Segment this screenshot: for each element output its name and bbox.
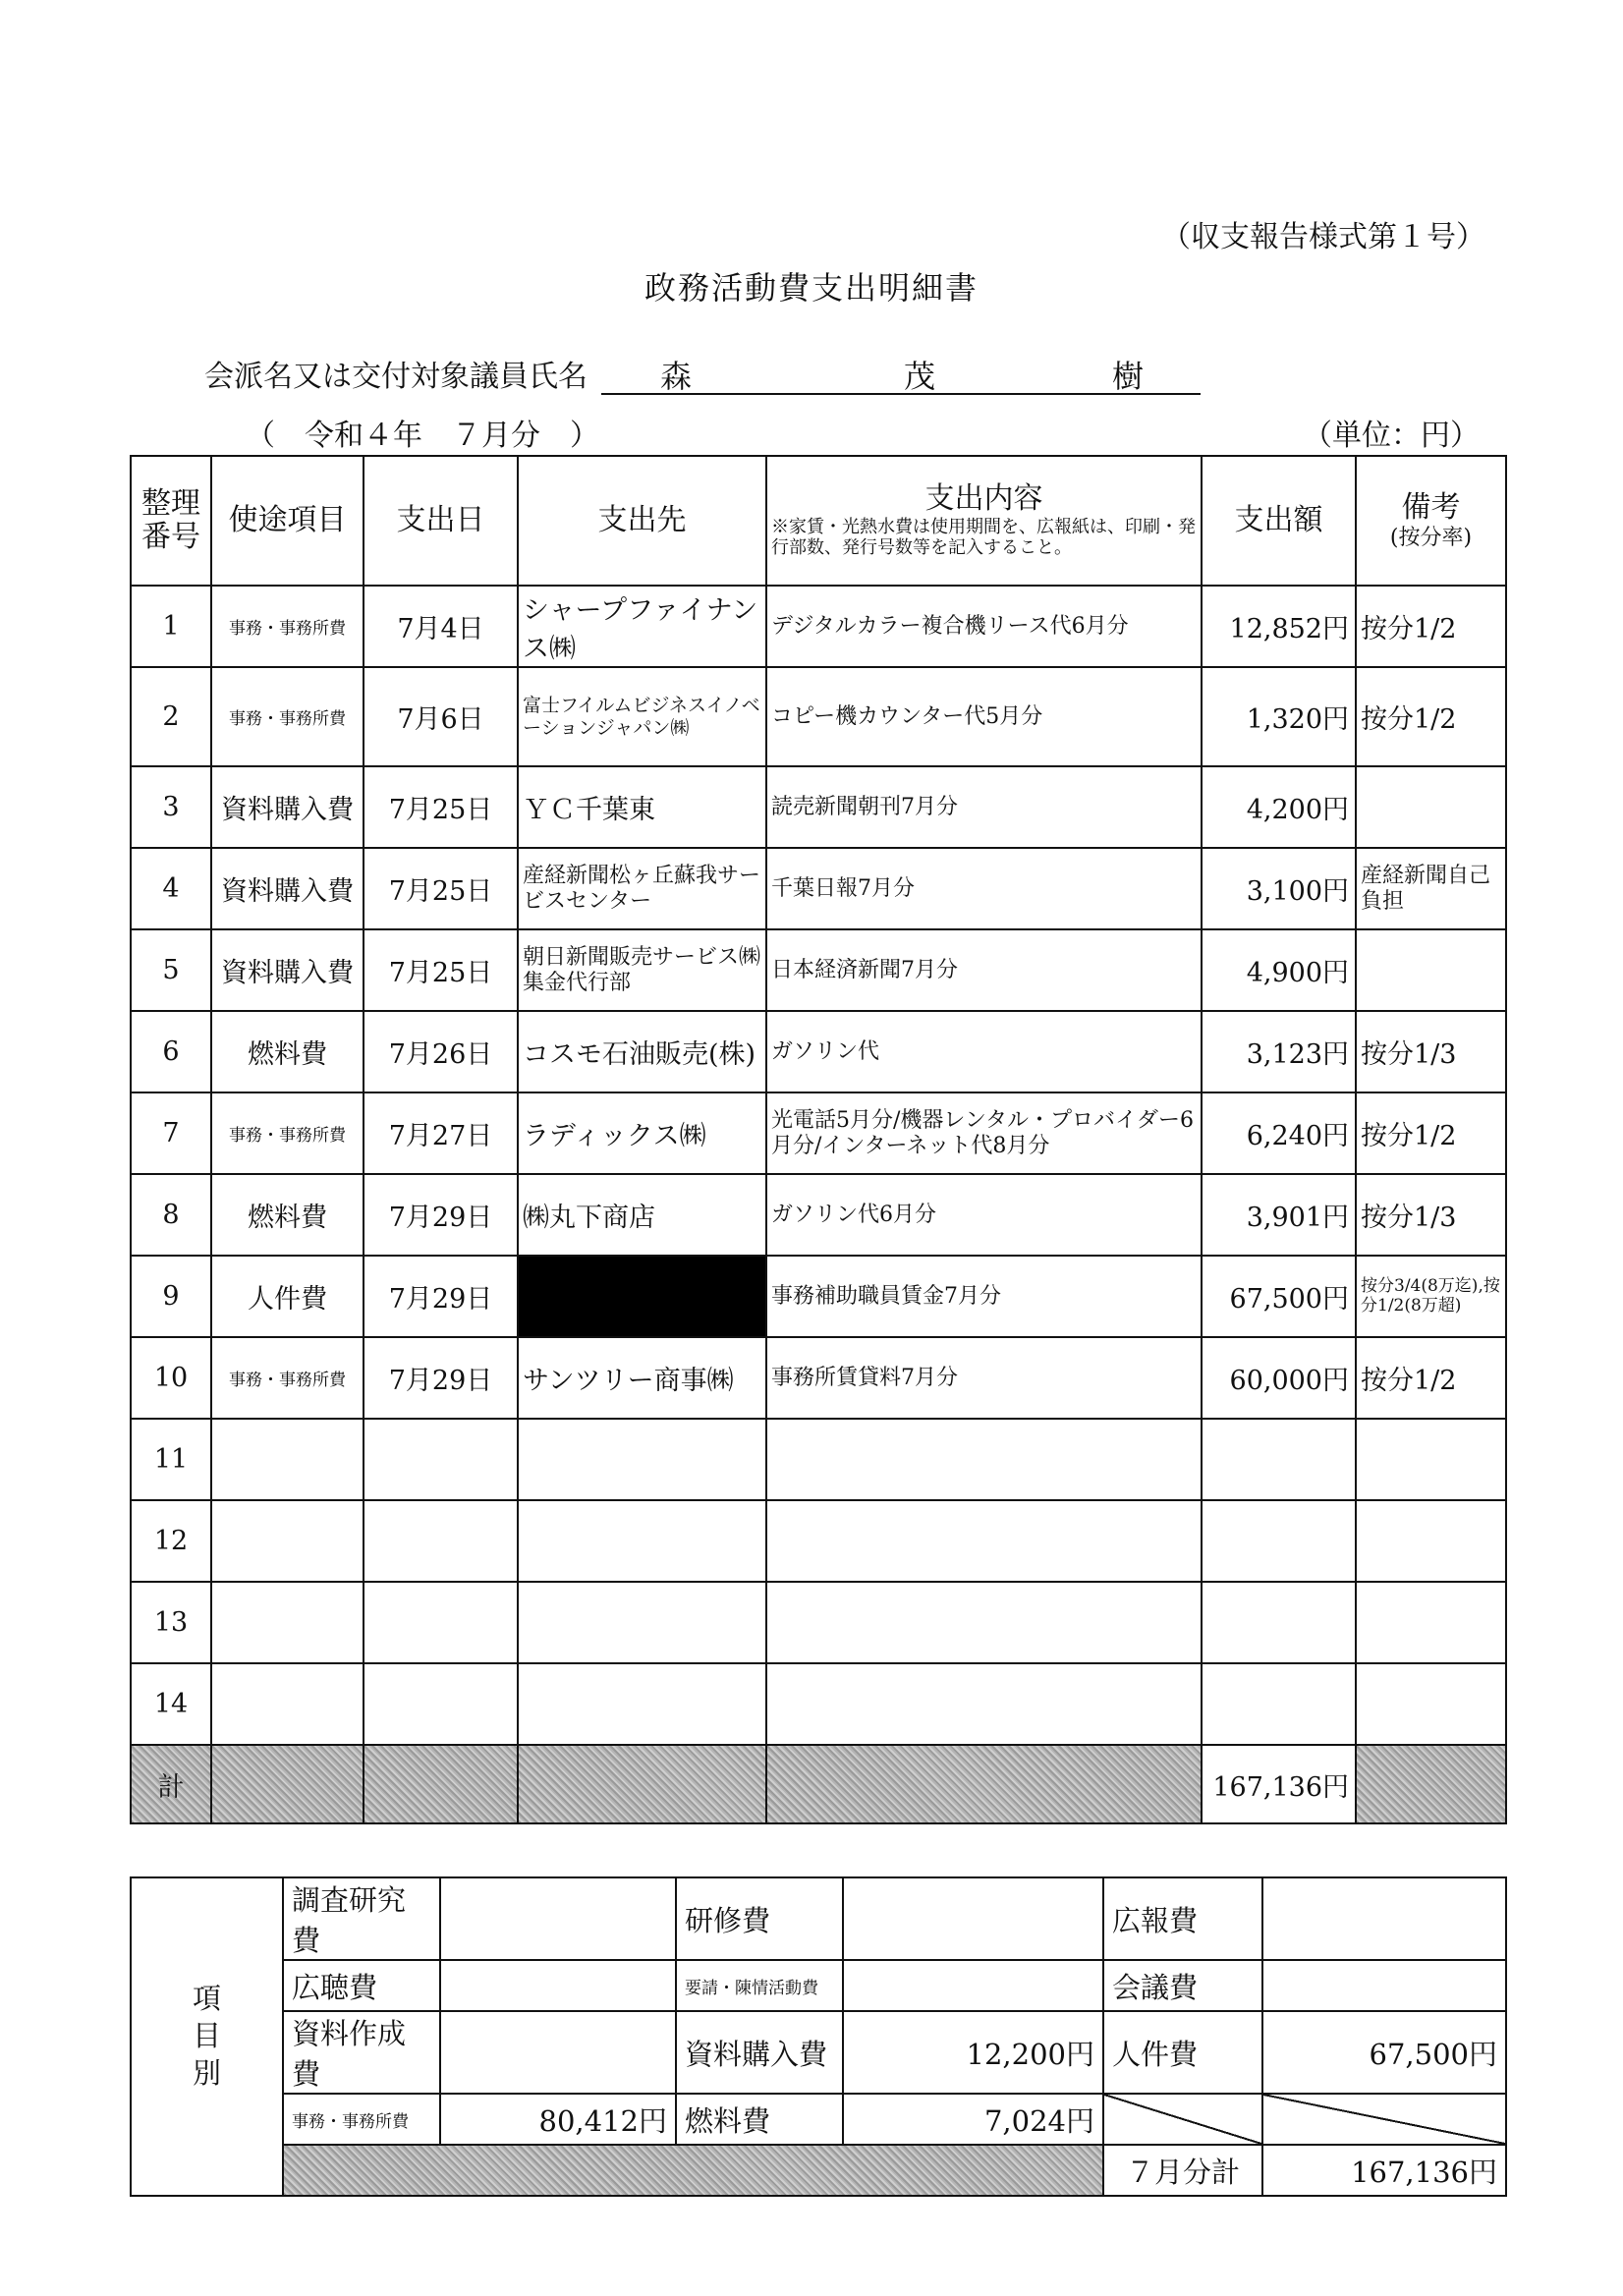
cell-content xyxy=(766,1663,1202,1745)
summary-value: 67,500円 xyxy=(1262,2011,1506,2094)
cell-remarks: 按分1/3 xyxy=(1356,1174,1506,1256)
cell-no: 9 xyxy=(131,1256,211,1337)
summary-value xyxy=(843,1960,1103,2011)
cell-payee: ㈱丸下商店 xyxy=(518,1174,766,1256)
cell-use xyxy=(211,1663,364,1745)
member-name-part: 茂 xyxy=(904,358,936,395)
table-row xyxy=(131,1337,1506,1419)
category-summary-table xyxy=(130,1876,1507,2197)
cell-amount: 67,500円 xyxy=(1202,1256,1356,1337)
cell-use: 事務・事務所費 xyxy=(211,1337,364,1419)
table-row xyxy=(131,929,1506,1011)
cell-remarks: 按分1/2 xyxy=(1356,586,1506,667)
cell-use: 事務・事務所費 xyxy=(211,667,364,766)
cell-content xyxy=(766,1419,1202,1500)
cell-date: 7月26日 xyxy=(364,1011,518,1092)
table-row xyxy=(131,667,1506,766)
cell-amount: 3,100円 xyxy=(1202,848,1356,929)
cell-payee xyxy=(518,1500,766,1582)
cell-no: 4 xyxy=(131,848,211,929)
header-no: 整理 番号 xyxy=(131,456,211,586)
header-content: 支出内容 ※家賃・光熱水費は使用期間を、広報紙は、印刷・発行部数、発行号数等を記入すること。 xyxy=(766,456,1202,586)
cell-date xyxy=(364,1582,518,1663)
table-row xyxy=(131,848,1506,929)
summary-value xyxy=(1262,1877,1506,1960)
cell-no: 5 xyxy=(131,929,211,1011)
cell-payee: シャープファイナンス㈱ xyxy=(518,586,766,667)
table-row xyxy=(131,1582,1506,1663)
cell-amount: 3,901円 xyxy=(1202,1174,1356,1256)
cell-date xyxy=(364,1419,518,1500)
cell-content: 光電話5月分/機器レンタル・プロバイダー6月分/インターネット代8月分 xyxy=(766,1092,1202,1174)
total-row xyxy=(131,1745,1506,1823)
summary-label: 研修費 xyxy=(676,1877,843,1960)
cell-amount xyxy=(1202,1419,1356,1500)
cell-no: 10 xyxy=(131,1337,211,1419)
summary-label: 広聴費 xyxy=(283,1960,440,2011)
summary-value xyxy=(440,1877,676,1960)
cell-no: 11 xyxy=(131,1419,211,1500)
month-total-value: 167,136円 xyxy=(1262,2145,1506,2196)
cell-amount: 4,200円 xyxy=(1202,766,1356,848)
member-name-part: 樹 xyxy=(1112,358,1145,395)
summary-label: 人件費 xyxy=(1103,2011,1262,2094)
diagonal-cell xyxy=(1262,2094,1506,2145)
summary-value: 7,024円 xyxy=(843,2094,1103,2145)
header-payee: 支出先 xyxy=(518,456,766,586)
shaded-cell xyxy=(211,1745,364,1823)
total-amount: 167,136円 xyxy=(1202,1745,1356,1823)
cell-payee xyxy=(518,1663,766,1745)
category-label: 項 目 別 xyxy=(131,1877,283,2196)
cell-content: ガソリン代 xyxy=(766,1011,1202,1092)
cell-use xyxy=(211,1419,364,1500)
cell-content: デジタルカラー複合機リース代6月分 xyxy=(766,586,1202,667)
cell-no: 1 xyxy=(131,586,211,667)
diagonal-cell xyxy=(1103,2094,1262,2145)
cell-content: 事務補助職員賃金7月分 xyxy=(766,1256,1202,1337)
member-label: 会派名又は交付対象議員氏名 xyxy=(204,360,588,394)
table-row xyxy=(131,1092,1506,1174)
cell-amount: 3,123円 xyxy=(1202,1011,1356,1092)
cell-payee: 富士フイルムビジネスイノベーションジャパン㈱ xyxy=(518,667,766,766)
unit-label: （単位：円） xyxy=(1303,419,1480,453)
cell-date: 7月25日 xyxy=(364,848,518,929)
member-name-part: 森 xyxy=(660,358,693,395)
cell-amount: 12,852円 xyxy=(1202,586,1356,667)
cell-amount xyxy=(1202,1500,1356,1582)
cell-remarks: 按分1/3 xyxy=(1356,1011,1506,1092)
cell-date: 7月29日 xyxy=(364,1256,518,1337)
cell-remarks xyxy=(1356,766,1506,848)
cell-amount: 6,240円 xyxy=(1202,1092,1356,1174)
cell-content: 事務所賃貸料7月分 xyxy=(766,1337,1202,1419)
cell-remarks: 按分3/4(8万迄),按分1/2(8万超) xyxy=(1356,1256,1506,1337)
month-total-label: ７月分計 xyxy=(1103,2145,1262,2196)
cell-use: 事務・事務所費 xyxy=(211,1092,364,1174)
cell-use xyxy=(211,1500,364,1582)
table-row xyxy=(131,1011,1506,1092)
shaded-cell xyxy=(518,1745,766,1823)
cell-payee: サンツリー商事㈱ xyxy=(518,1337,766,1419)
cell-payee-redacted xyxy=(518,1256,766,1337)
member-name xyxy=(601,352,1201,395)
cell-payee xyxy=(518,1582,766,1663)
summary-label: 燃料費 xyxy=(676,2094,843,2145)
cell-remarks: 按分1/2 xyxy=(1356,1337,1506,1419)
cell-no: 7 xyxy=(131,1092,211,1174)
summary-value: 12,200円 xyxy=(843,2011,1103,2094)
cell-payee: 朝日新聞販売サービス㈱集金代行部 xyxy=(518,929,766,1011)
cell-content: ガソリン代6月分 xyxy=(766,1174,1202,1256)
cell-payee: コスモ石油販売(株) xyxy=(518,1011,766,1092)
summary-value xyxy=(1262,1960,1506,2011)
form-number: （収支報告様式第１号） xyxy=(1161,220,1485,254)
table-row xyxy=(131,766,1506,848)
cell-payee: ラディックス㈱ xyxy=(518,1092,766,1174)
header-content-note: ※家賃・光熱水費は使用期間を、広報紙は、印刷・発行部数、発行号数等を記入すること。 xyxy=(771,516,1196,559)
summary-label: 要請・陳情活動費 xyxy=(676,1960,843,2011)
header-remarks: 備考 (按分率) xyxy=(1356,456,1506,586)
header-amount: 支出額 xyxy=(1202,456,1356,586)
cell-content: 千葉日報7月分 xyxy=(766,848,1202,929)
table-header-row xyxy=(131,456,1506,586)
summary-label: 資料購入費 xyxy=(676,2011,843,2094)
cell-remarks xyxy=(1356,929,1506,1011)
table-row xyxy=(131,1419,1506,1500)
cell-no: 2 xyxy=(131,667,211,766)
cell-date xyxy=(364,1500,518,1582)
summary-value: 80,412円 xyxy=(440,2094,676,2145)
cell-date: 7月29日 xyxy=(364,1174,518,1256)
summary-label: 会議費 xyxy=(1103,1960,1262,2011)
cell-content: コピー機カウンター代5月分 xyxy=(766,667,1202,766)
cell-date: 7月6日 xyxy=(364,667,518,766)
cell-no: 12 xyxy=(131,1500,211,1582)
shaded-cell xyxy=(1356,1745,1506,1823)
table-row xyxy=(131,1500,1506,1582)
cell-content xyxy=(766,1500,1202,1582)
cell-no: 13 xyxy=(131,1582,211,1663)
cell-no: 6 xyxy=(131,1011,211,1092)
summary-value xyxy=(440,1960,676,2011)
cell-remarks: 按分1/2 xyxy=(1356,1092,1506,1174)
cell-use xyxy=(211,1582,364,1663)
cell-amount: 4,900円 xyxy=(1202,929,1356,1011)
cell-use: 燃料費 xyxy=(211,1174,364,1256)
cell-remarks xyxy=(1356,1663,1506,1745)
summary-value xyxy=(843,1877,1103,1960)
page-title: 政務活動費支出明細書 xyxy=(644,269,979,307)
shaded-cell xyxy=(283,2145,1103,2196)
summary-value xyxy=(440,2011,676,2094)
cell-use: 事務・事務所費 xyxy=(211,586,364,667)
summary-label: 資料作成費 xyxy=(283,2011,440,2094)
cell-payee xyxy=(518,1419,766,1500)
cell-payee: 産経新聞松ヶ丘蘇我サービスセンター xyxy=(518,848,766,929)
header-date: 支出日 xyxy=(364,456,518,586)
cell-no: 14 xyxy=(131,1663,211,1745)
summary-label: 事務・事務所費 xyxy=(283,2094,440,2145)
cell-remarks xyxy=(1356,1582,1506,1663)
summary-label: 広報費 xyxy=(1103,1877,1262,1960)
cell-remarks xyxy=(1356,1500,1506,1582)
cell-amount xyxy=(1202,1582,1356,1663)
header-use: 使途項目 xyxy=(211,456,364,586)
cell-use: 人件費 xyxy=(211,1256,364,1337)
cell-date: 7月25日 xyxy=(364,766,518,848)
cell-payee: ＹＣ千葉東 xyxy=(518,766,766,848)
cell-use: 資料購入費 xyxy=(211,929,364,1011)
cell-use: 燃料費 xyxy=(211,1011,364,1092)
table-row xyxy=(131,1174,1506,1256)
cell-amount: 60,000円 xyxy=(1202,1337,1356,1419)
cell-remarks xyxy=(1356,1419,1506,1500)
table-row xyxy=(131,1256,1506,1337)
expense-table xyxy=(130,455,1507,1824)
shaded-cell xyxy=(364,1745,518,1823)
cell-date: 7月25日 xyxy=(364,929,518,1011)
shaded-cell xyxy=(766,1745,1202,1823)
cell-no: 3 xyxy=(131,766,211,848)
cell-no: 8 xyxy=(131,1174,211,1256)
total-label: 計 xyxy=(131,1745,211,1823)
cell-use: 資料購入費 xyxy=(211,766,364,848)
cell-remarks: 産経新聞自己負担 xyxy=(1356,848,1506,929)
table-row xyxy=(131,586,1506,667)
cell-remarks: 按分1/2 xyxy=(1356,667,1506,766)
cell-content: 読売新聞朝刊7月分 xyxy=(766,766,1202,848)
cell-date xyxy=(364,1663,518,1745)
cell-use: 資料購入費 xyxy=(211,848,364,929)
cell-amount xyxy=(1202,1663,1356,1745)
cell-date: 7月4日 xyxy=(364,586,518,667)
summary-label: 調査研究費 xyxy=(283,1877,440,1960)
cell-date: 7月29日 xyxy=(364,1337,518,1419)
period: （ 令和４年 ７月分 ） xyxy=(246,419,599,453)
cell-content xyxy=(766,1582,1202,1663)
cell-amount: 1,320円 xyxy=(1202,667,1356,766)
cell-date: 7月27日 xyxy=(364,1092,518,1174)
cell-content: 日本経済新聞7月分 xyxy=(766,929,1202,1011)
table-row xyxy=(131,1663,1506,1745)
